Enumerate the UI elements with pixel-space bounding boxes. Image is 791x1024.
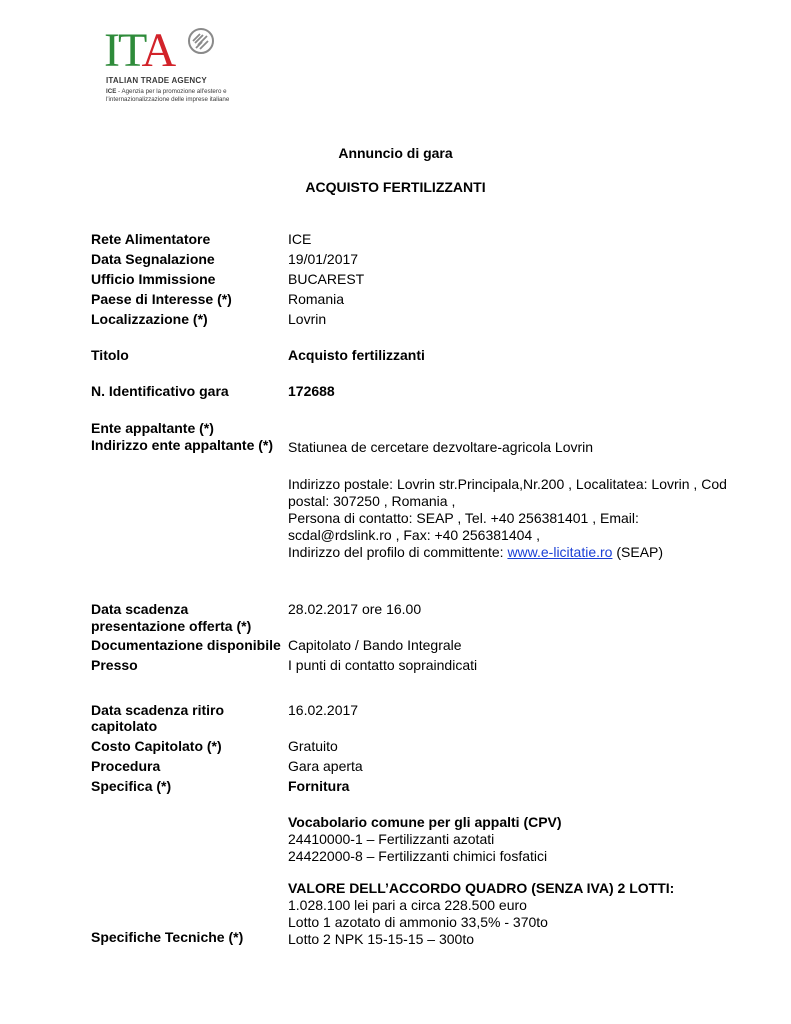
ufficio-value: BUCAREST [288,271,365,287]
ita-logo [104,26,254,110]
documentazione-value: Capitolato / Bando Integrale [288,637,462,653]
valore-item: Lotto 2 NPK 15-15-15 – 300to [288,931,475,947]
valore-item: 1.028.100 lei pari a circa 228.500 euro [288,897,527,913]
address-line: scdal@rdslink.ro , Fax: +40 256381404 , [288,527,540,543]
valore-block [288,880,674,948]
cpv-item: 24422000-8 – Fertilizzanti chimici fosfatici [288,848,548,864]
profile-line: Indirizzo del profilo di committente: www.e-licitatie.ro (SEAP) [288,544,664,560]
rete-label: Rete Alimentatore [91,231,211,247]
scadenza-label: Data scadenza [91,601,189,617]
ritiro-label: Data scadenza ritiro [91,702,225,718]
indirizzo-value: Statiunea de cercetare dezvoltare-agricola Lovrin [288,439,594,455]
procedura-label: Procedura [91,758,161,774]
indirizzo-label: Indirizzo ente appaltante (*) [91,437,274,453]
address-line: Indirizzo postale: Lovrin str.Principala,Nr.200 , Localitatea: Lovrin , Cod [288,476,727,492]
address-line: Persona di contatto: SEAP , Tel. +40 256381401 , Email: [288,510,639,526]
documentazione-label: Documentazione disponibile [91,637,281,653]
scadenza-value: 28.02.2017 ore 16.00 [288,601,422,617]
profile-link[interactable]: www.e-licitatie.ro [507,544,613,560]
ufficio-label: Ufficio Immissione [91,271,216,287]
titolo-value: Acquisto fertilizzanti [288,347,425,363]
cpv-block [288,814,562,865]
page-title: Annuncio di gara [338,145,453,161]
cpv-title: Vocabolario comune per gli appalti (CPV) [288,814,562,830]
paese-value: Romania [288,291,345,307]
page-subtitle: ACQUISTO FERTILIZZANTI [305,179,486,195]
titolo-label: Titolo [91,347,129,363]
scadenza-label-2: presentazione offerta (*) [91,618,252,634]
ritiro-value: 16.02.2017 [288,702,359,718]
valore-title: VALORE DELL’ACCORDO QUADRO (SENZA IVA) 2 LOTTI: [288,880,675,896]
localizzazione-value: Lovrin [288,311,327,327]
ente-label: Ente appaltante (*) [91,420,214,436]
specifiche-tecniche-label: Specifiche Tecniche (*) [91,929,244,945]
ritiro-label-2: capitolato [91,718,158,734]
rete-value: ICE [288,231,312,247]
specifica-value: Fornitura [288,778,350,794]
paese-label: Paese di Interesse (*) [91,291,232,307]
localizzazione-label: Localizzazione (*) [91,311,208,327]
logo-agency-name: ITALIAN TRADE AGENCY [106,76,207,85]
address-block [288,476,727,561]
cpv-item: 24410000-1 – Fertilizzanti azotati [288,831,495,847]
id-gara-label: N. Identificativo gara [91,383,229,399]
data-segnalazione-value: 19/01/2017 [288,251,359,267]
address-line: postal: 307250 , Romania , [288,493,456,509]
id-gara-value: 172688 [288,383,335,399]
presso-label: Presso [91,657,138,673]
specifica-label: Specifica (*) [91,778,172,794]
logo-subtitle: ICE - Agenzia per la promozione all'estero e l'internazionalizzazione delle imprese italiane [106,88,230,103]
costo-value: Gratuito [288,738,338,754]
costo-label: Costo Capitolato (*) [91,738,222,754]
data-segnalazione-label: Data Segnalazione [91,251,215,267]
ita-logo-mark [104,26,224,72]
logo-letters: ITA [104,26,175,72]
procedura-value: Gara aperta [288,758,363,774]
valore-item: Lotto 1 azotato di ammonio 33,5% - 370to [288,914,548,930]
presso-value: I punti di contatto sopraindicati [288,657,478,673]
